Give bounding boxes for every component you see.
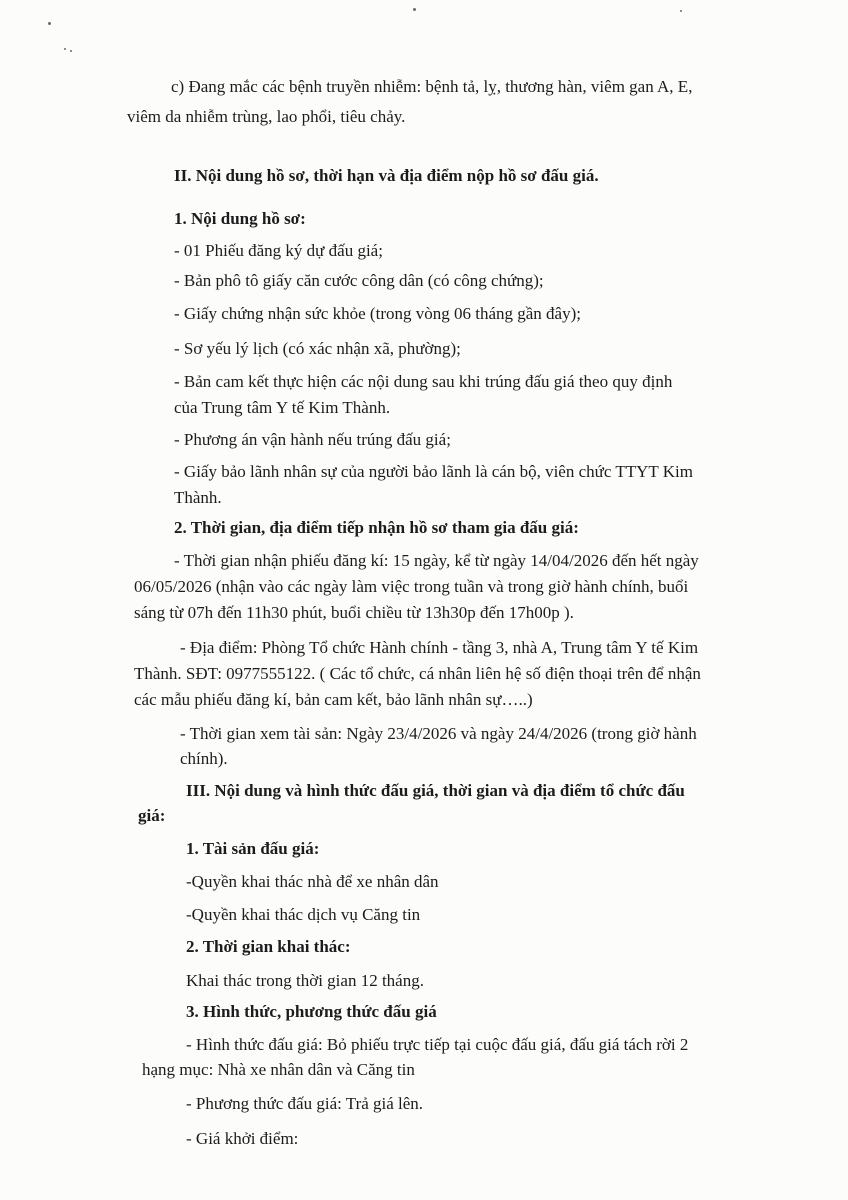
- sub2-heading: 2. Thời gian, địa điểm tiếp nhận hồ sơ tham gia đấu giá:: [174, 518, 579, 537]
- sec3-sub3-line: hạng mục: Nhà xe nhân dân và Căng tin: [142, 1060, 415, 1079]
- sub2-line: - Thời gian xem tài sản: Ngày 23/4/2026 và ngày 24/4/2026 (trong giờ hành: [180, 724, 697, 743]
- scan-speck: [413, 8, 416, 11]
- sub2-line: chính).: [180, 749, 228, 768]
- sec3-sub1-heading: 1. Tài sản đấu giá:: [186, 839, 320, 858]
- sec3-sub1-item: -Quyền khai thác dịch vụ Căng tin: [186, 905, 421, 924]
- sec3-sub3-line: - Giá khởi điểm:: [186, 1129, 299, 1148]
- sub1-item: - Bản phô tô giấy căn cước công dân (có công chứng);: [174, 271, 544, 290]
- sub2-line: - Thời gian nhận phiếu đăng kí: 15 ngày, kể từ ngày 14/04/2026 đến hết ngày: [174, 551, 699, 570]
- sub2-line: Thành. SĐT: 0977555122. ( Các tổ chức, cá nhân liên hệ số điện thoại trên để nhận: [134, 664, 701, 683]
- section-3-heading-line-2: giá:: [138, 806, 166, 825]
- sec3-sub3-line: - Phương thức đấu giá: Trả giá lên.: [186, 1094, 424, 1113]
- sub1-item: - Bản cam kết thực hiện các nội dung sau khi trúng đấu giá theo quy định: [174, 372, 673, 391]
- scan-speck: [64, 48, 66, 50]
- sub1-item: - Giấy bảo lãnh nhân sự của người bảo lãnh là cán bộ, viên chức TTYT Kim: [174, 462, 693, 481]
- sec3-sub3-heading: 3. Hình thức, phương thức đấu giá: [186, 1002, 437, 1021]
- sub1-item: - Sơ yếu lý lịch (có xác nhận xã, phường);: [174, 339, 461, 358]
- sub1-item: của Trung tâm Y tế Kim Thành.: [174, 398, 391, 417]
- sub2-line: - Địa điểm: Phòng Tổ chức Hành chính - tầng 3, nhà A, Trung tâm Y tế Kim: [180, 638, 699, 657]
- scan-speck: [680, 10, 682, 12]
- scan-speck: [70, 50, 72, 52]
- sub1-item: - Giấy chứng nhận sức khỏe (trong vòng 06 tháng gần đây);: [174, 304, 581, 323]
- section-2-heading: II. Nội dung hồ sơ, thời hạn và địa điểm nộp hồ sơ đấu giá.: [174, 166, 599, 185]
- sub1-item: Thành.: [174, 488, 222, 507]
- sub2-line: 06/05/2026 (nhận vào các ngày làm việc trong tuần và trong giờ hành chính, buổi: [134, 577, 689, 596]
- sub2-line: sáng từ 07h đến 11h30 phút, buổi chiều từ 13h30p đến 17h00p ).: [134, 603, 574, 622]
- sub1-item: - Phương án vận hành nếu trúng đấu giá;: [174, 430, 451, 449]
- sec3-sub1-item: -Quyền khai thác nhà để xe nhân dân: [186, 872, 439, 891]
- sec3-sub3-line: - Hình thức đấu giá: Bỏ phiếu trực tiếp tại cuộc đấu giá, đấu giá tách rời 2: [186, 1035, 689, 1054]
- scan-speck: [48, 22, 51, 25]
- sub1-heading: 1. Nội dung hồ sơ:: [174, 209, 306, 228]
- sub2-line: các mẫu phiếu đăng kí, bản cam kết, bảo lãnh nhân sự…..): [134, 690, 533, 709]
- section-c-line-2: viêm da nhiễm trùng, lao phổi, tiêu chảy.: [127, 107, 406, 126]
- sec3-sub2-heading: 2. Thời gian khai thác:: [186, 937, 351, 956]
- sec3-sub2-text: Khai thác trong thời gian 12 tháng.: [186, 971, 424, 990]
- sub1-item: - 01 Phiếu đăng ký dự đấu giá;: [174, 241, 383, 260]
- section-3-heading-line-1: III. Nội dung và hình thức đấu giá, thời gian và địa điểm tổ chức đấu: [186, 781, 685, 800]
- section-c-line-1: c) Đang mắc các bệnh truyền nhiễm: bệnh tả, lỵ, thương hàn, viêm gan A, E,: [171, 77, 693, 96]
